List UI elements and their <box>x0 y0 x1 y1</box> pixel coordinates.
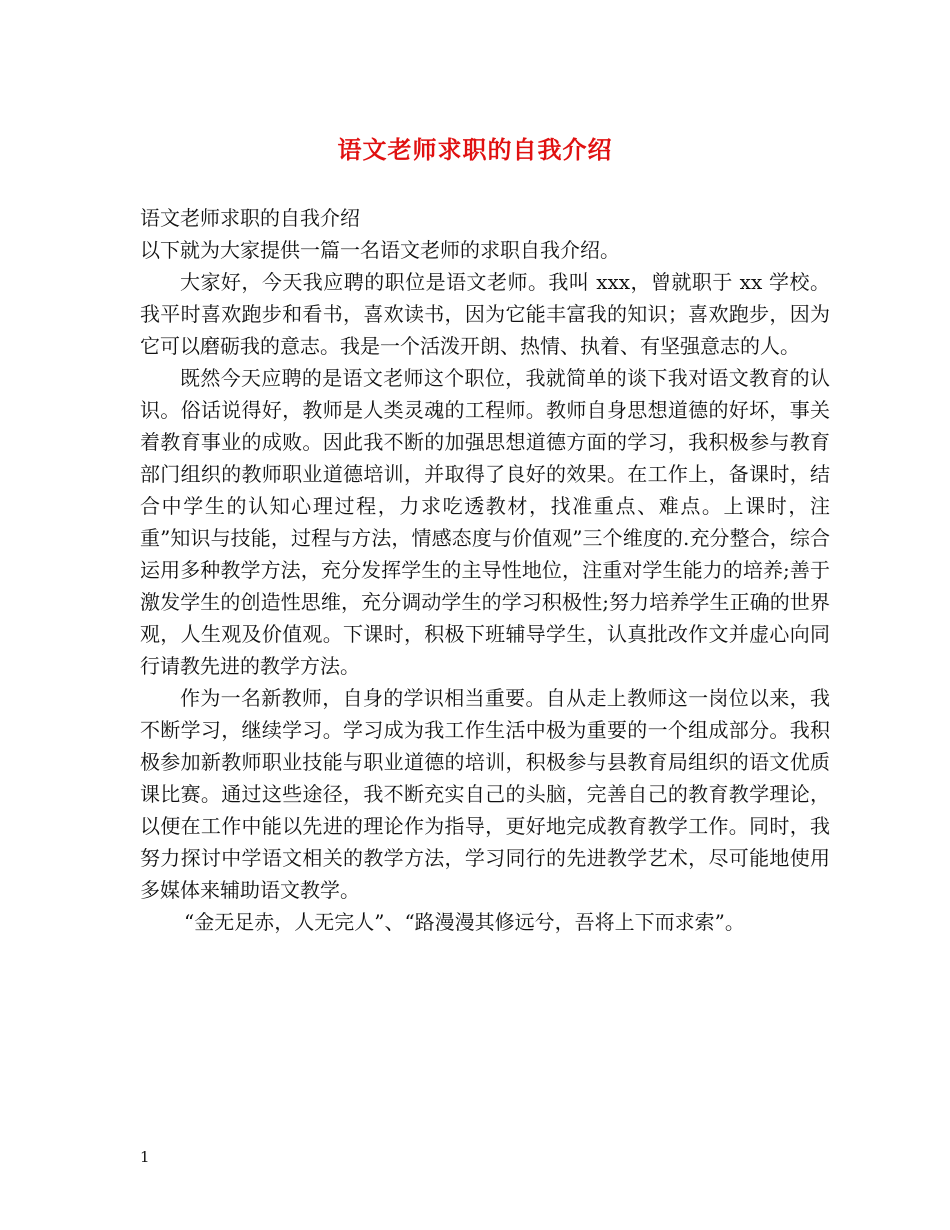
paragraph-teaching-views: 既然今天应聘的是语文老师这个职位，我就简单的谈下我对语文教育的认识。俗话说得好，教师是人类灵魂的工程师。教师自身思想道德的好坏，事关着教育事业的成败。因此我不断的加强思想道德方面的学习，我积极参与教育部门组织的教师职业道德培训，并取得了良好的效果。在工作上，备课时，结合中学生的认知心理过程，力求吃透教材，找准重点、难点。上课时，注重”知识与技能，过程与方法，情感态度与价值观”三个维度的.充分整合，综合运用多种教学方法，充分发挥学生的主导性地位，注重对学生能力的培养;善于激发学生的创造性思维，充分调动学生的学习积极性;努力培养学生正确的世界观，人生观及价值观。下课时，积极下班辅导学生，认真批改作文并虚心向同行请教先进的教学方法。 <box>140 366 830 678</box>
paragraph-self-intro: 大家好，今天我应聘的职位是语文老师。我叫 xxx，曾就职于 xx 学校。我平时喜欢跑步和看书，喜欢读书，因为它能丰富我的知识；喜欢跑步，因为它可以磨砺我的意志。我是一个活泼开朗、热情、执着、有坚强意志的人。 <box>140 270 830 358</box>
page-number: 1 <box>140 1148 150 1166</box>
paragraph-learning: 作为一名新教师，自身的学识相当重要。自从走上教师这一岗位以来，我不断学习，继续学习。学习成为我工作生活中极为重要的一个组成部分。我积极参加新教师职业技能与职业道德的培训，积极参与县教育局组织的语文优质课比赛。通过这些途径，我不断充实自己的头脑，完善自己的教育教学理论，以便在工作中能以先进的理论作为指导，更好地完成教育教学工作。同时，我努力探讨中学语文相关的教学方法，学习同行的先进教学艺术，尽可能地使用多媒体来辅助语文教学。 <box>140 686 830 902</box>
document-body <box>140 202 830 938</box>
subtitle-line: 语文老师求职的自我介绍 <box>140 206 360 230</box>
intro-line: 以下就为大家提供一篇一名语文老师的求职自我介绍。 <box>140 238 620 262</box>
document-title: 语文老师求职的自我介绍 <box>337 135 613 164</box>
paragraph-quote: “金无足赤，人无完人”、“路漫漫其修远兮，吾将上下而求索”。 <box>184 910 745 934</box>
